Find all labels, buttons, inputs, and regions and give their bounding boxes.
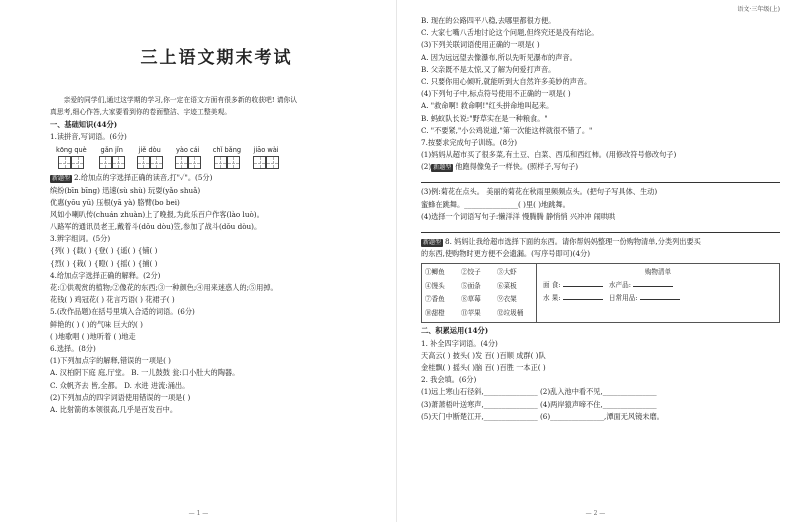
- item: ⑦香鱼: [425, 295, 445, 304]
- answer-line[interactable]: [421, 224, 780, 233]
- q6-line: (1)下列加点字的解释,错误的一项是( ): [50, 356, 171, 366]
- pinyin-group: [137, 146, 163, 169]
- q7-2-number: (2): [421, 162, 432, 172]
- choice-line: C. 只要你用心倾听,就能听到大自然许多美妙的声音。: [421, 76, 592, 86]
- choice-line: (4)下列句子中,标点符号使用不正确的一项是( ): [421, 89, 571, 99]
- q2-heading: [50, 173, 383, 185]
- choice-line: C. 大家七嘴八舌地讨论这个问题,但终究还是没有结论。: [421, 28, 599, 38]
- pinyin-group: [175, 146, 201, 169]
- q4-heading: 4.给加点字选择正确的解释。(2分): [50, 270, 161, 280]
- pinyin-text: jiāo wài: [253, 146, 279, 155]
- q2-text: 2.给加点的字选择正确的读音,打"✓"。(5分): [74, 173, 213, 183]
- q2-line: 风如小喇叭传(chuán zhuàn)上了晚报,为此乐百户作客(lào luò)。: [50, 209, 264, 219]
- q2-line: 缤纷(bīn bīng) 迅速(sù shù) 玩耍(yǎo shuǎ): [50, 185, 201, 195]
- item: ⑪苹果: [461, 308, 481, 317]
- choice-line: A. "救命啊! 救命啊!"红头拼命地叫起来。: [421, 101, 554, 111]
- choice-line: A. 因为远远望去像瀑布,所以先听见瀑布的声音。: [421, 52, 577, 62]
- q7-line: (1)妈妈从超市买了很多菜,有土豆、白菜、西瓜和西红柿。(用修改符号修改句子): [421, 150, 677, 160]
- q5-line: ( )地歌唱 ( )地听着 ( )地走: [50, 331, 136, 341]
- writing-boxes[interactable]: [137, 156, 163, 169]
- pinyin-group: [253, 146, 279, 169]
- item: ①鲫鱼: [425, 268, 445, 277]
- q3-line: {烈( ) {栽( ) {瞪( ) {摇( ) {捕( ): [50, 258, 158, 268]
- list-label: 日常用品:: [608, 294, 638, 303]
- choice-line: B. 蚂蚁队长说:"野草实在是一种粮食。": [421, 113, 548, 123]
- writing-boxes[interactable]: [58, 156, 84, 169]
- q2-line: 优惠(yōu yū) 压根(yā yà) 胳臂(bo bei): [50, 197, 180, 207]
- new-type-badge: 新题型: [423, 239, 442, 246]
- q6-line: (2)下列加点的四字词语使用错误的一项是( ): [50, 392, 191, 402]
- q8-text: 8. 妈妈让我给超市选择下面的东西。请你帮妈妈整理一份购物清单,分类列出要买: [445, 237, 701, 246]
- pinyin-group: [99, 146, 125, 169]
- q1-heading: 1.读拼音,写词语。(6分): [50, 132, 127, 142]
- page-number: — 1 —: [188, 509, 209, 517]
- item: ⑩甜橙: [425, 308, 445, 317]
- q4-line: 花:①供观赏的植物;②像花的东西;③一种颜色;④用来迷惑人的;⑤用掉。: [50, 283, 278, 293]
- choice-line: C. "不要紧,"小公鸡说道,"第一次能这样就很不错了。": [421, 125, 593, 135]
- q5-line: 鲜艳的( ) ( )的气味 巨大的( ): [50, 319, 143, 329]
- s2-q1-line: 天高云( ) 披头( )发 百( )百顺 成群( )队: [421, 350, 546, 360]
- s2-q2-heading: 2. 我会填。(6分): [421, 375, 477, 385]
- q3-line: {列( ) {载( ) {登( ) {遥( ) {铺( ): [50, 246, 158, 256]
- q4-line: 花钱( ) 鸡冠花( ) 花言巧语( ) 花裙子( ): [50, 295, 175, 305]
- item: ⑥菜板: [497, 281, 517, 290]
- shopping-list-row: [543, 279, 773, 292]
- section-1-heading: 一、基础知识(44分): [50, 119, 118, 129]
- writing-boxes[interactable]: [214, 156, 240, 169]
- shopping-list-title: 购物清单: [644, 268, 672, 277]
- s2-q2-line: (3)萧萧梧叶送寒声,_______________ (4)两岸猿声啼不住,_______________: [421, 399, 657, 409]
- q8-heading: [421, 237, 780, 249]
- answer-blank[interactable]: [633, 279, 673, 287]
- choice-line: B. 现在的公路四平八稳,去哪里都很方便。: [421, 16, 556, 25]
- q6-line: A. 汉柏阴下庭 庭,厅堂。 B. 一儿鼓鼓 瓮:口小肚大的陶器。: [50, 368, 240, 378]
- item: ⑫垃圾桶: [497, 308, 524, 317]
- s2-q1-line: 金桂飘( ) 摇头( )脑 百( )百胜 一本正( ): [421, 362, 546, 372]
- q7-line: (4)选择一个词语写句子:懒洋洋 慢腾腾 静悄悄 兴冲冲 闹哄哄: [421, 211, 616, 221]
- answer-blank[interactable]: [563, 279, 603, 287]
- writing-boxes[interactable]: [99, 156, 125, 169]
- exam-title: 三上语文期末考试: [140, 48, 293, 68]
- items-grid: [422, 264, 536, 322]
- q3-heading: 3.辨字组词。(5分): [50, 234, 111, 244]
- page-number: — 2 —: [585, 509, 606, 517]
- writing-boxes[interactable]: [253, 156, 279, 169]
- answer-blank[interactable]: [640, 292, 680, 300]
- pinyin-text: jiě dòu: [138, 146, 161, 155]
- shopping-list: [536, 264, 779, 322]
- item: ④馒头: [425, 281, 445, 290]
- intro-line-2: 真思考,细心作答,大家要看到你的卷面整洁、字迹工整美观。: [50, 107, 232, 116]
- item: ⑤面条: [461, 281, 481, 290]
- list-label: 水产品:: [608, 281, 631, 290]
- item: ⑧草莓: [461, 295, 481, 304]
- shopping-list-row: [543, 292, 773, 305]
- pinyin-text: yào cái: [175, 146, 200, 155]
- pinyin-group: [213, 146, 241, 169]
- section-2-heading: 二、积累运用(14分): [421, 326, 489, 336]
- intro-line-1: 亲爱的同学们,通过这学期的学习,你一定在语文方面有很多新的收获吧! 请你认: [63, 96, 298, 105]
- q6-heading: 6.选择。(8分): [50, 343, 96, 353]
- q6-line: C. 众帆齐去 皆,全都。 D. 水进 进流:涌出。: [50, 380, 190, 390]
- q8-text-2: 的东西,使购物时更方便不会遗漏。(写序号即可)(4分): [421, 249, 591, 259]
- shopping-task-box: [421, 263, 780, 323]
- list-label: 水 果:: [543, 294, 561, 303]
- new-type-badge: 新题型: [433, 164, 452, 172]
- pinyin-text: chǐ bǎng: [212, 146, 242, 155]
- q2-line: 八路军的通讯员老王,戴着斗(dǒu dòu)笠,参加了战斗(dǒu dòu)。: [50, 222, 262, 232]
- pinyin-text: gǎn jǐn: [100, 146, 123, 155]
- s2-q2-line: (5)天门中断楚江开,_______________ (6)_______________,潭面无风镜未磨。: [421, 411, 664, 421]
- writing-boxes[interactable]: [175, 156, 201, 169]
- item: ⑨衣架: [497, 295, 517, 304]
- new-type-badge: 新题型: [52, 175, 71, 183]
- page-header: 语文·三年级(上): [737, 6, 780, 13]
- item: ②饺子: [461, 268, 481, 277]
- q7-line: 蜜蜂在跳舞。_______________( )里( )地跳舞。: [421, 199, 570, 209]
- answer-line[interactable]: [421, 174, 780, 183]
- pinyin-row: [50, 146, 383, 169]
- q7-line: (3)例:菊花在点头。 美丽的菊花在秋雨里频频点头。(把句子写具体、生动): [421, 187, 658, 197]
- s2-q2-line: (1)远上寒山石径斜,_______________ (2)乱入池中看不见,_______________: [421, 387, 657, 397]
- q7-heading: 7.按要求完成句子训练。(8分): [421, 137, 518, 147]
- s2-q1-heading: 1. 补全四字词语。(4分): [421, 338, 498, 348]
- q7-2-text: 他跑得像兔子一样快。(照样子,写句子): [455, 162, 579, 172]
- item: ③大虾: [497, 268, 517, 277]
- right-page: [397, 0, 794, 522]
- q5-heading: 5.(改作品题)在括号里填入合适的词语。(6分): [50, 307, 195, 317]
- pinyin-text: kōng què: [56, 146, 87, 155]
- choice-line: B. 父亲既不是太惊,又了解为何爱打声音。: [421, 64, 556, 74]
- q7-2-line: [421, 162, 780, 174]
- answer-blank[interactable]: [563, 292, 603, 300]
- q6-line: A. 比射箭的本领很高,几乎是百发百中。: [50, 404, 178, 414]
- choice-line: (3)下列关联词语使用正确的一项是( ): [421, 40, 540, 50]
- pinyin-group: [56, 146, 87, 169]
- list-label: 面 食:: [543, 281, 561, 290]
